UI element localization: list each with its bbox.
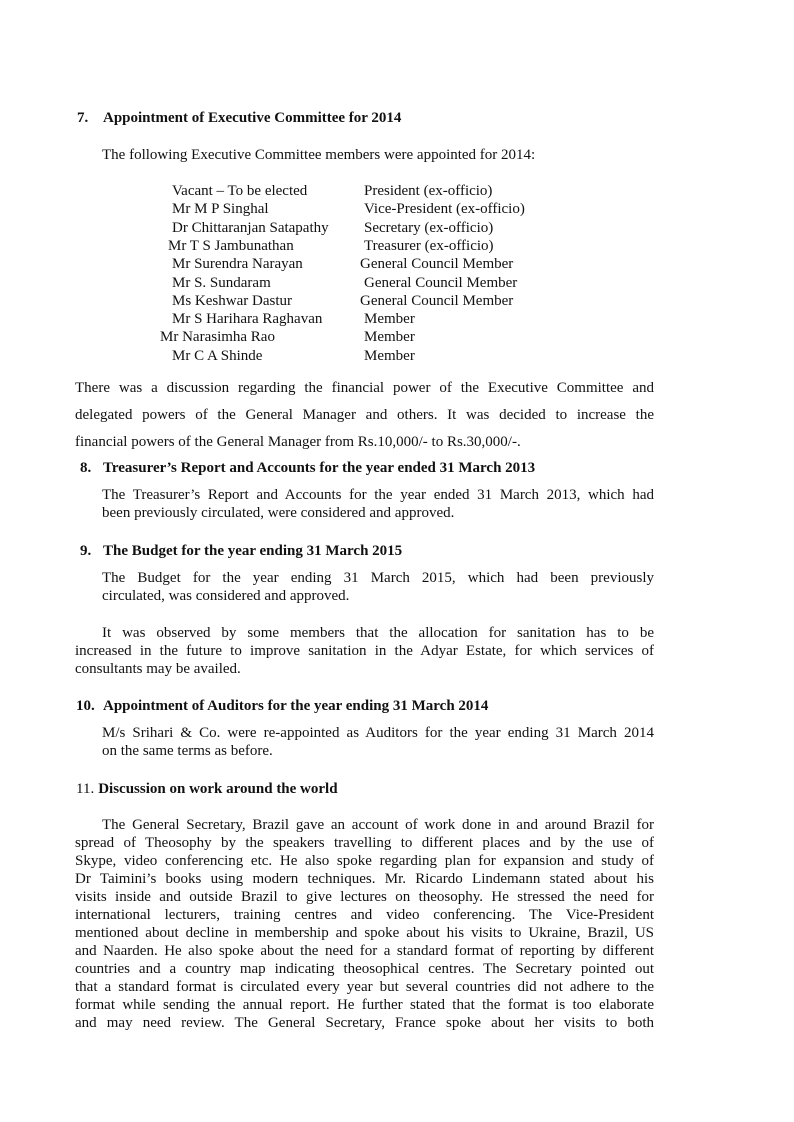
section-10-number: 10. bbox=[76, 698, 95, 714]
section-7-discussion bbox=[75, 375, 654, 456]
paragraph-line: circulated, was considered and approved. bbox=[102, 588, 350, 604]
section-7-number: 7. bbox=[77, 110, 89, 126]
committee-member-role: Treasurer (ex-officio) bbox=[364, 238, 494, 254]
section-11-title: Discussion on work around the world bbox=[98, 781, 338, 797]
committee-member-role: General Council Member bbox=[364, 275, 518, 291]
section-9-number: 9. bbox=[80, 543, 92, 559]
paragraph-line: spread of Theosophy by the speakers travelling to different places and by the use of bbox=[75, 835, 654, 851]
committee-member-role: General Council Member bbox=[360, 293, 514, 309]
section-11-heading bbox=[76, 780, 338, 798]
section-8-body bbox=[102, 486, 654, 522]
section-7-title: Appointment of Executive Committee for 2014 bbox=[103, 110, 402, 126]
section-7-intro: The following Executive Committee members were appointed for 2014: bbox=[102, 147, 536, 163]
paragraph-line: that a standard format is circulated every year but several countries did not adhere to the bbox=[75, 979, 654, 995]
paragraph-line: been previously circulated, were considered and approved. bbox=[102, 505, 455, 521]
committee-member-role: Secretary (ex-officio) bbox=[364, 220, 494, 236]
section-10-body bbox=[102, 724, 654, 760]
committee-member-role: Member bbox=[364, 311, 415, 327]
section-9-heading bbox=[80, 542, 402, 560]
committee-member-role: Member bbox=[364, 329, 415, 345]
committee-member-name: Mr S. Sundaram bbox=[172, 275, 271, 291]
committee-member-name: Mr Surendra Narayan bbox=[172, 256, 303, 272]
paragraph-line: consultants may be availed. bbox=[75, 661, 241, 677]
section-8-heading bbox=[80, 459, 535, 477]
committee-member-role: President (ex-officio) bbox=[364, 183, 493, 199]
paragraph-line: mentioned about decline in membership and spoke about his visits to Ukraine, Brazil, US bbox=[75, 925, 654, 941]
paragraph-line: M/s Srihari & Co. were re-appointed as Auditors for the year ending 31 March 2014 bbox=[102, 725, 654, 741]
paragraph-line: international lecturers, training centres and video conferencing. The Vice-President bbox=[75, 907, 654, 923]
committee-member-name: Mr C A Shinde bbox=[172, 348, 263, 364]
committee-member-name: Vacant – To be elected bbox=[172, 183, 308, 199]
section-10-heading bbox=[76, 697, 488, 715]
paragraph-line: financial powers of the General Manager from Rs.10,000/- to Rs.30,000/-. bbox=[75, 434, 521, 450]
committee-member-name: Mr T S Jambunathan bbox=[168, 238, 294, 254]
section-9-body bbox=[102, 569, 654, 605]
committee-member-role: General Council Member bbox=[360, 256, 514, 272]
section-11-number: 11. bbox=[76, 781, 95, 797]
section-8-title: Treasurer’s Report and Accounts for the year ended 31 March 2013 bbox=[103, 460, 536, 476]
paragraph-line: and Naarden. He also spoke about the need for a standard format of reporting by different bbox=[75, 943, 654, 959]
committee-member-name: Mr S Harihara Raghavan bbox=[172, 311, 323, 327]
section-9-note bbox=[75, 624, 654, 678]
paragraph-line: visits inside and outside Brazil to give lectures on theosophy. He stressed the need for bbox=[75, 889, 654, 905]
section-11-body bbox=[75, 816, 654, 1032]
committee-member-name: Mr Narasimha Rao bbox=[160, 329, 275, 345]
paragraph-line: increased in the future to improve sanitation in the Adyar Estate, for which services of bbox=[75, 643, 654, 659]
section-8-number: 8. bbox=[80, 460, 92, 476]
paragraph-line: on the same terms as before. bbox=[102, 743, 273, 759]
paragraph-line: delegated powers of the General Manager and others. It was decided to increase the bbox=[75, 407, 654, 423]
paragraph-line: and may need review. The General Secretary, France spoke about her visits to both bbox=[75, 1015, 654, 1031]
paragraph-line: The Treasurer’s Report and Accounts for the year ended 31 March 2013, which had bbox=[102, 487, 654, 503]
paragraph-line: format while sending the annual report. He further stated that the format is too elaborate bbox=[75, 997, 654, 1013]
paragraph-line: Skype, video conferencing etc. He also spoke regarding plan for expansion and study of bbox=[75, 853, 654, 869]
paragraph-line: The General Secretary, Brazil gave an account of work done in and around Brazil for bbox=[102, 817, 654, 833]
section-9-title: The Budget for the year ending 31 March 2015 bbox=[103, 543, 403, 559]
committee-member-name: Ms Keshwar Dastur bbox=[172, 293, 292, 309]
committee-member-role: Member bbox=[364, 348, 415, 364]
committee-member-name: Mr M P Singhal bbox=[172, 201, 269, 217]
committee-member-role: Vice-President (ex-officio) bbox=[364, 201, 525, 217]
paragraph-line: countries and a country map indicating theosophical centres. The Secretary pointed out bbox=[75, 961, 654, 977]
section-7-heading bbox=[77, 109, 401, 127]
paragraph-line: The Budget for the year ending 31 March 2015, which had been previously bbox=[102, 570, 654, 586]
paragraph-line: Dr Taimini’s books using modern techniques. Mr. Ricardo Lindemann stated about his bbox=[75, 871, 654, 887]
paragraph-line: There was a discussion regarding the financial power of the Executive Committee and bbox=[75, 380, 654, 396]
paragraph-line: It was observed by some members that the allocation for sanitation has to be bbox=[102, 625, 654, 641]
section-10-title: Appointment of Auditors for the year ending 31 March 2014 bbox=[103, 698, 489, 714]
committee-member-name: Dr Chittaranjan Satapathy bbox=[172, 220, 329, 236]
